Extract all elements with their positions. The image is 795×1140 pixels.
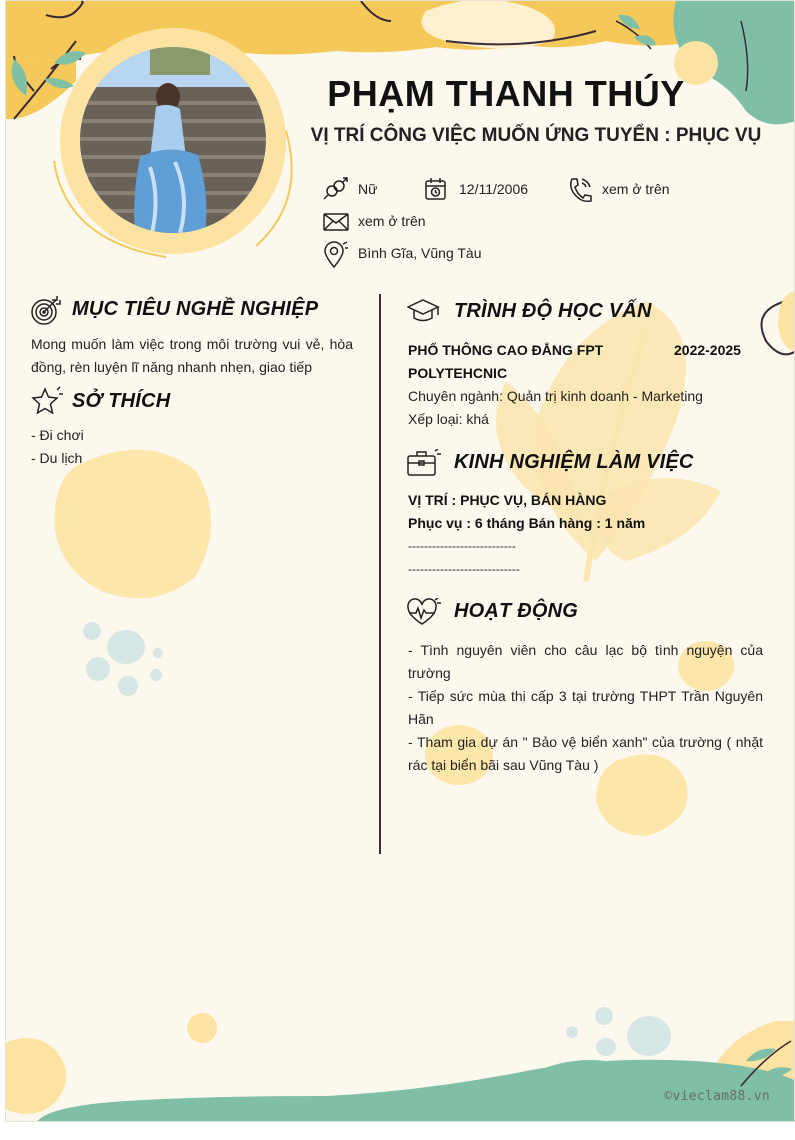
address-value: Bình Gĩa, Vũng Tàu <box>358 245 482 261</box>
phone-value: xem ở trên <box>602 181 670 197</box>
experience-title: KINH NGHIỆM LÀM VIỆC <box>454 451 694 473</box>
column-divider <box>379 294 381 854</box>
hobby-item: - Du lịch <box>31 450 83 466</box>
education-title: TRÌNH ĐỘ HỌC VẤN <box>454 300 652 322</box>
candidate-name: PHẠM THANH THÚY <box>327 73 685 114</box>
education-rank: Xếp loại: khá <box>408 411 489 427</box>
calendar-icon <box>424 177 448 201</box>
school-name: PHỔ THÔNG CAO ĐẲNG FPT <box>408 342 604 358</box>
envelope-icon <box>323 213 349 231</box>
target-icon <box>30 294 62 326</box>
briefcase-icon <box>407 449 441 477</box>
email-value: xem ở trên <box>358 213 426 229</box>
experience-duration: Phục vụ : 6 tháng Bán hàng : 1 năm <box>408 515 646 531</box>
gender-value: Nữ <box>358 181 378 197</box>
star-icon <box>31 386 63 418</box>
desired-position: VỊ TRÍ CÔNG VIỆC MUỐN ỨNG TUYỂN : PHỤC VỤ <box>310 125 762 146</box>
birthdate-value: 12/11/2006 <box>459 181 529 197</box>
experience-role: VỊ TRÍ : PHỤC VỤ, BÁN HÀNG <box>408 492 607 508</box>
experience-placeholder-line: ---------------------------- <box>408 562 520 576</box>
activity-item: - Tham gia dự án " Bảo vệ biển xanh" của trường ( nhặt rác tại biển bãi sau Vũng Tàu ) <box>408 734 763 773</box>
activity-item: - Tình nguyên viên cho câu lạc bộ tình nguyện của trường <box>408 642 763 681</box>
activities-title: HOẠT ĐỘNG <box>454 600 579 622</box>
hobby-item: - Đi chơi <box>31 427 84 443</box>
objective-text: Mong muốn làm việc trong môi trường vui vẻ, hòa đồng, rèn luyện lĩ năng nhanh nhẹn, giao tiếp <box>31 336 353 375</box>
graduation-cap-icon <box>407 298 441 324</box>
education-major: Chuyên ngành: Quản trị kinh doanh - Marketing <box>408 388 703 404</box>
school-name-line2: POLYTEHCNIC <box>408 365 508 381</box>
cv-page <box>5 0 795 1122</box>
location-pin-icon <box>324 241 348 269</box>
activity-item: - Tiếp sức mùa thi cấp 3 tại trường THPT Trần Nguyên Hãn <box>408 688 763 727</box>
profile-photo <box>80 47 266 233</box>
watermark: ©vieclam88.vn <box>664 1089 770 1104</box>
gender-icon <box>323 177 349 201</box>
objective-title: MỤC TIÊU NGHỀ NGHIỆP <box>72 298 319 320</box>
experience-placeholder-line: --------------------------- <box>408 539 516 553</box>
phone-icon <box>568 177 592 203</box>
heartbeat-icon <box>407 598 441 626</box>
education-years: 2022-2025 <box>674 342 741 358</box>
hobbies-title: SỞ THÍCH <box>72 390 171 412</box>
